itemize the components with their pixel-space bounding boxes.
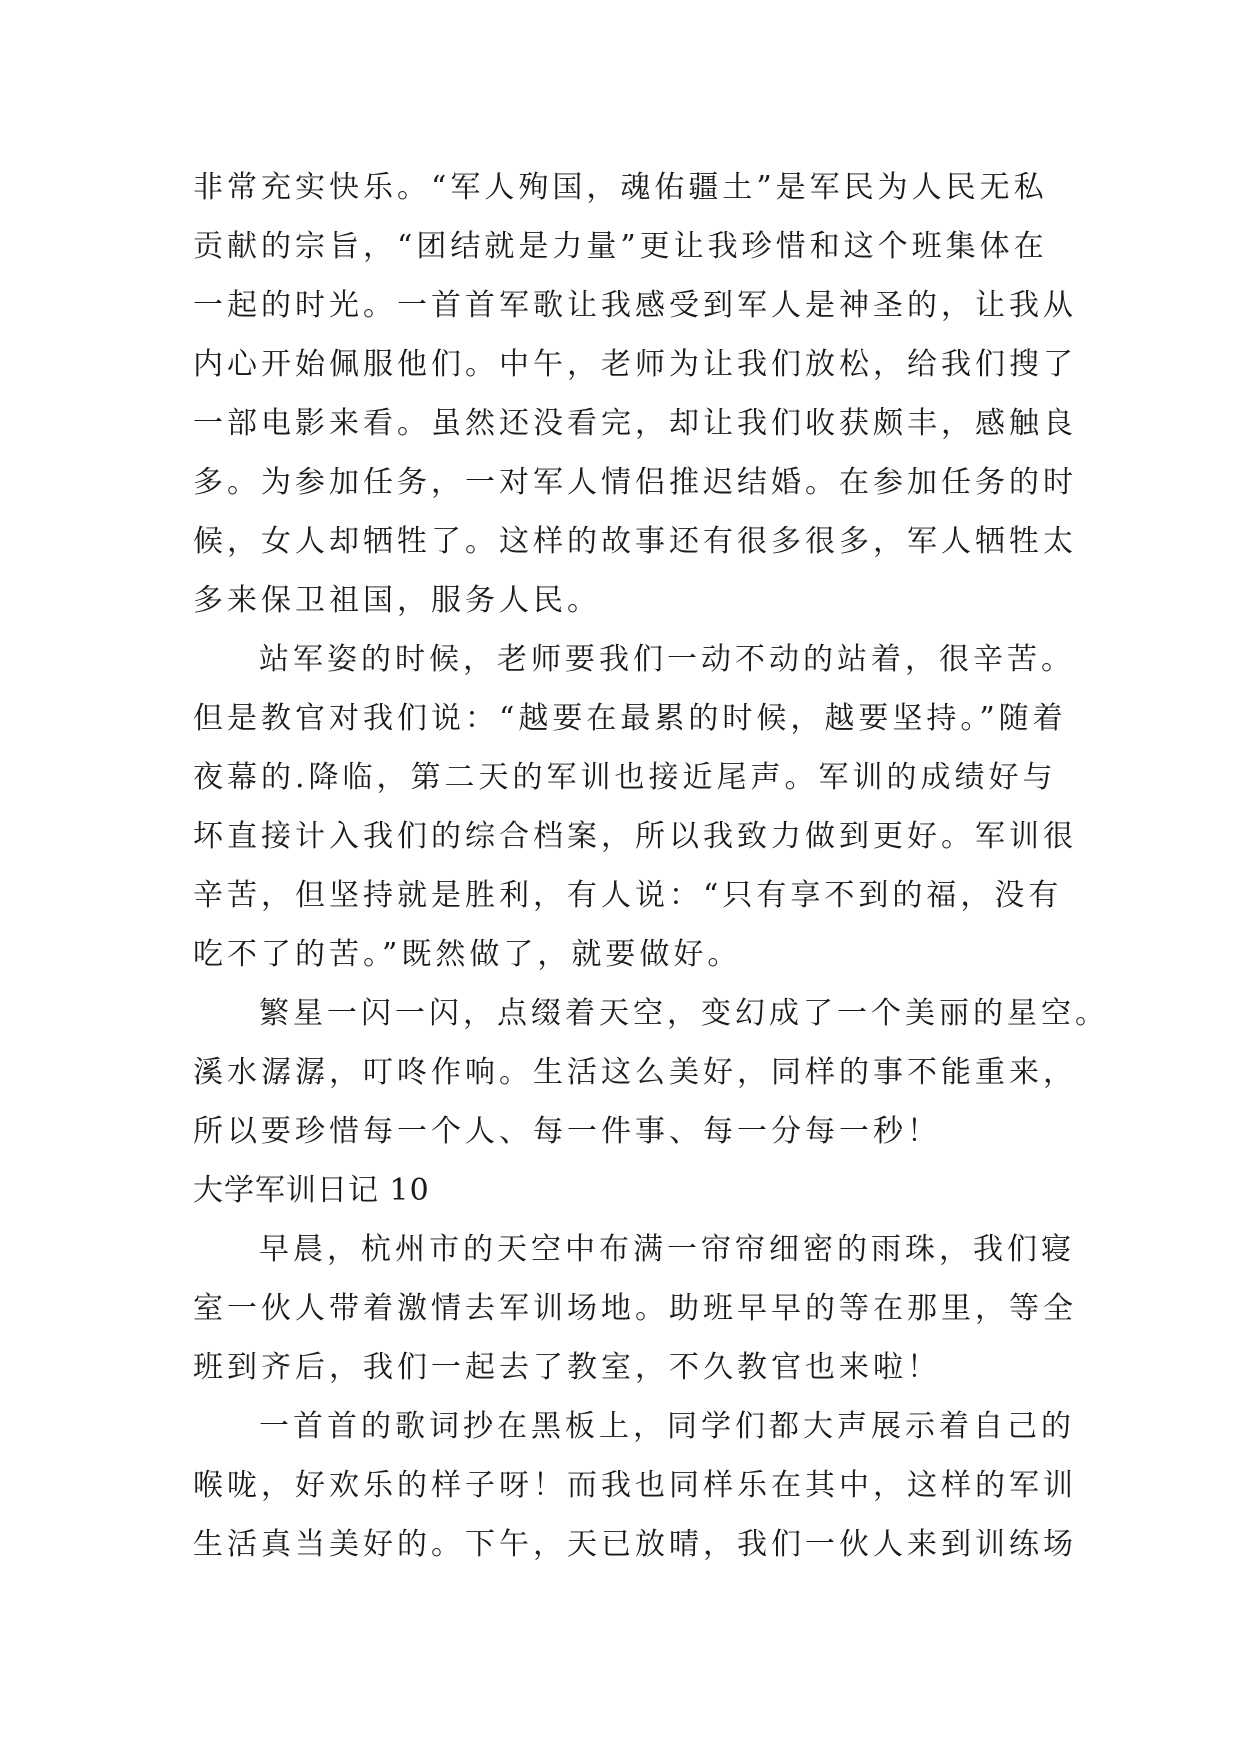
text-line: 贡献的宗旨，“团结就是力量”更让我珍惜和这个班集体在 [193,229,1048,264]
text-line: 辛苦，但坚持就是胜利，有人说：“只有享不到的福，没有 [193,878,1063,913]
text-line: 内心开始佩服他们。中午，老师为让我们放松，给我们搜了 [193,347,1077,382]
text-line: 生活真当美好的。下午，天已放晴，我们一伙人来到训练场 [193,1527,1077,1562]
paragraph-start-line: 早晨，杭州市的天空中布满一帘帘细密的雨珠，我们寝 [259,1232,1075,1267]
text-line: 室一伙人带着激情去军训场地。助班早早的等在那里，等全 [193,1291,1077,1326]
paragraph-start-line: 一首首的歌词抄在黑板上，同学们都大声展示着自己的 [259,1409,1075,1444]
document-body [193,158,1109,1574]
text-line: 但是教官对我们说：“越要在最累的时候，越要坚持。”随着 [193,701,1067,736]
text-line: 一起的时光。一首首军歌让我感受到军人是神圣的，让我从 [193,288,1077,323]
text-line: 多。为参加任务，一对军人情侣推迟结婚。在参加任务的时 [193,465,1077,500]
text-line: 一部电影来看。虽然还没看完，却让我们收获颇丰，感触良 [193,406,1077,441]
text-line: 喉咙，好欢乐的样子呀！而我也同样乐在其中，这样的军训 [193,1468,1077,1503]
text-line: 溪水潺潺，叮咚作响。生活这么美好，同样的事不能重来， [193,1055,1077,1090]
text-line: 候，女人却牺牲了。这样的故事还有很多很多，军人牺牲太 [193,524,1077,559]
text-line: 吃不了的苦。”既然做了，就要做好。 [193,937,742,972]
text-line: 多来保卫祖国，服务人民。 [193,583,601,618]
section-heading: 大学军训日记 10 [193,1173,430,1208]
text-line: 所以要珍惜每一个人、每一件事、每一分每一秒！ [193,1114,941,1149]
paragraph-start-line: 繁星一闪一闪，点缀着天空，变幻成了一个美丽的星空。 [259,996,1109,1031]
text-line: 坏直接计入我们的综合档案，所以我致力做到更好。军训很 [193,819,1077,854]
text-line: 非常充实快乐。“军人殉国，魂佑疆土”是军民为人民无私 [193,170,1048,205]
text-line: 夜幕的.降临，第二天的军训也接近尾声。军训的成绩好与 [193,760,1057,795]
text-line: 班到齐后，我们一起去了教室，不久教官也来啦！ [193,1350,941,1385]
paragraph-start-line: 站军姿的时候，老师要我们一动不动的站着，很辛苦。 [259,642,1075,677]
